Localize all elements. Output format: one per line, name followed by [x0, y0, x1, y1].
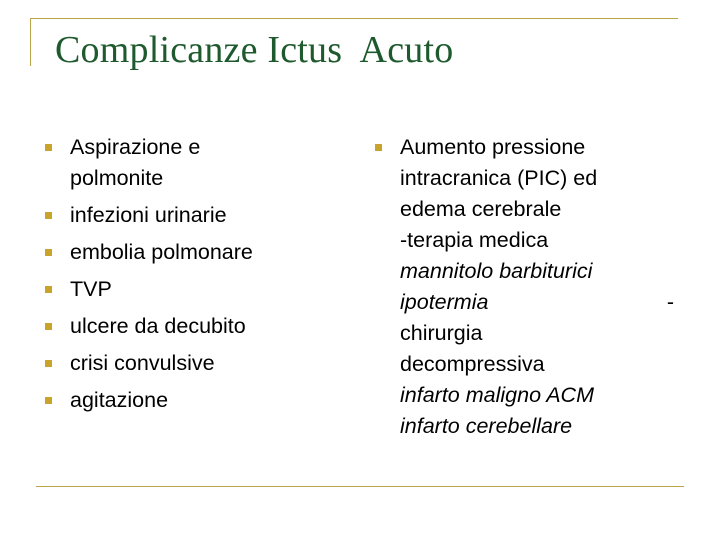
square-bullet-icon: [45, 397, 52, 404]
list-item-text: Aumento pressione: [400, 135, 586, 159]
list-item-text: infarto maligno ACM: [400, 383, 594, 407]
list-item-text: intracranica (PIC) ed: [400, 166, 598, 190]
square-bullet-icon: [45, 323, 52, 330]
list-item: [44, 200, 334, 231]
square-bullet-icon: [375, 144, 382, 151]
list-item: [44, 385, 334, 416]
list-item-text: infezioni urinarie: [70, 203, 227, 227]
list-item: [44, 348, 334, 379]
right-bullet-list: [374, 132, 674, 442]
slide-title: Complicanze Ictus Acuto: [55, 29, 454, 71]
square-bullet-icon: [45, 249, 52, 256]
top-divider: [30, 18, 678, 19]
list-item-line: [400, 287, 674, 318]
list-item-text: embolia polmonare: [70, 240, 253, 264]
list-item-text: chirurgia: [400, 321, 483, 345]
list-item-text: ipotermia: [400, 290, 489, 314]
square-bullet-icon: [45, 360, 52, 367]
list-item: [44, 132, 334, 194]
square-bullet-icon: [45, 286, 52, 293]
list-item: [374, 132, 674, 442]
list-item-text: infarto cerebellare: [400, 414, 573, 438]
list-item: [44, 274, 334, 305]
square-bullet-icon: [45, 144, 52, 151]
list-item-text: -terapia medica: [400, 228, 549, 252]
list-item-text: edema cerebrale: [400, 197, 562, 221]
list-item: [44, 237, 334, 268]
list-item: [44, 311, 334, 342]
list-item-text: crisi convulsive: [70, 351, 215, 375]
list-item-text: -: [666, 290, 674, 314]
list-item-text: ulcere da decubito: [70, 314, 246, 338]
list-item-text: Aspirazione e: [70, 135, 201, 159]
left-bullet-list: [44, 132, 334, 422]
list-item-text: polmonite: [70, 166, 164, 190]
list-item-text: decompressiva: [400, 352, 545, 376]
bottom-divider: [36, 486, 684, 487]
list-item-text: mannitolo barbiturici: [400, 259, 593, 283]
list-item-text: agitazione: [70, 388, 169, 412]
list-item-text: TVP: [70, 277, 112, 301]
square-bullet-icon: [45, 212, 52, 219]
left-divider: [30, 18, 31, 66]
